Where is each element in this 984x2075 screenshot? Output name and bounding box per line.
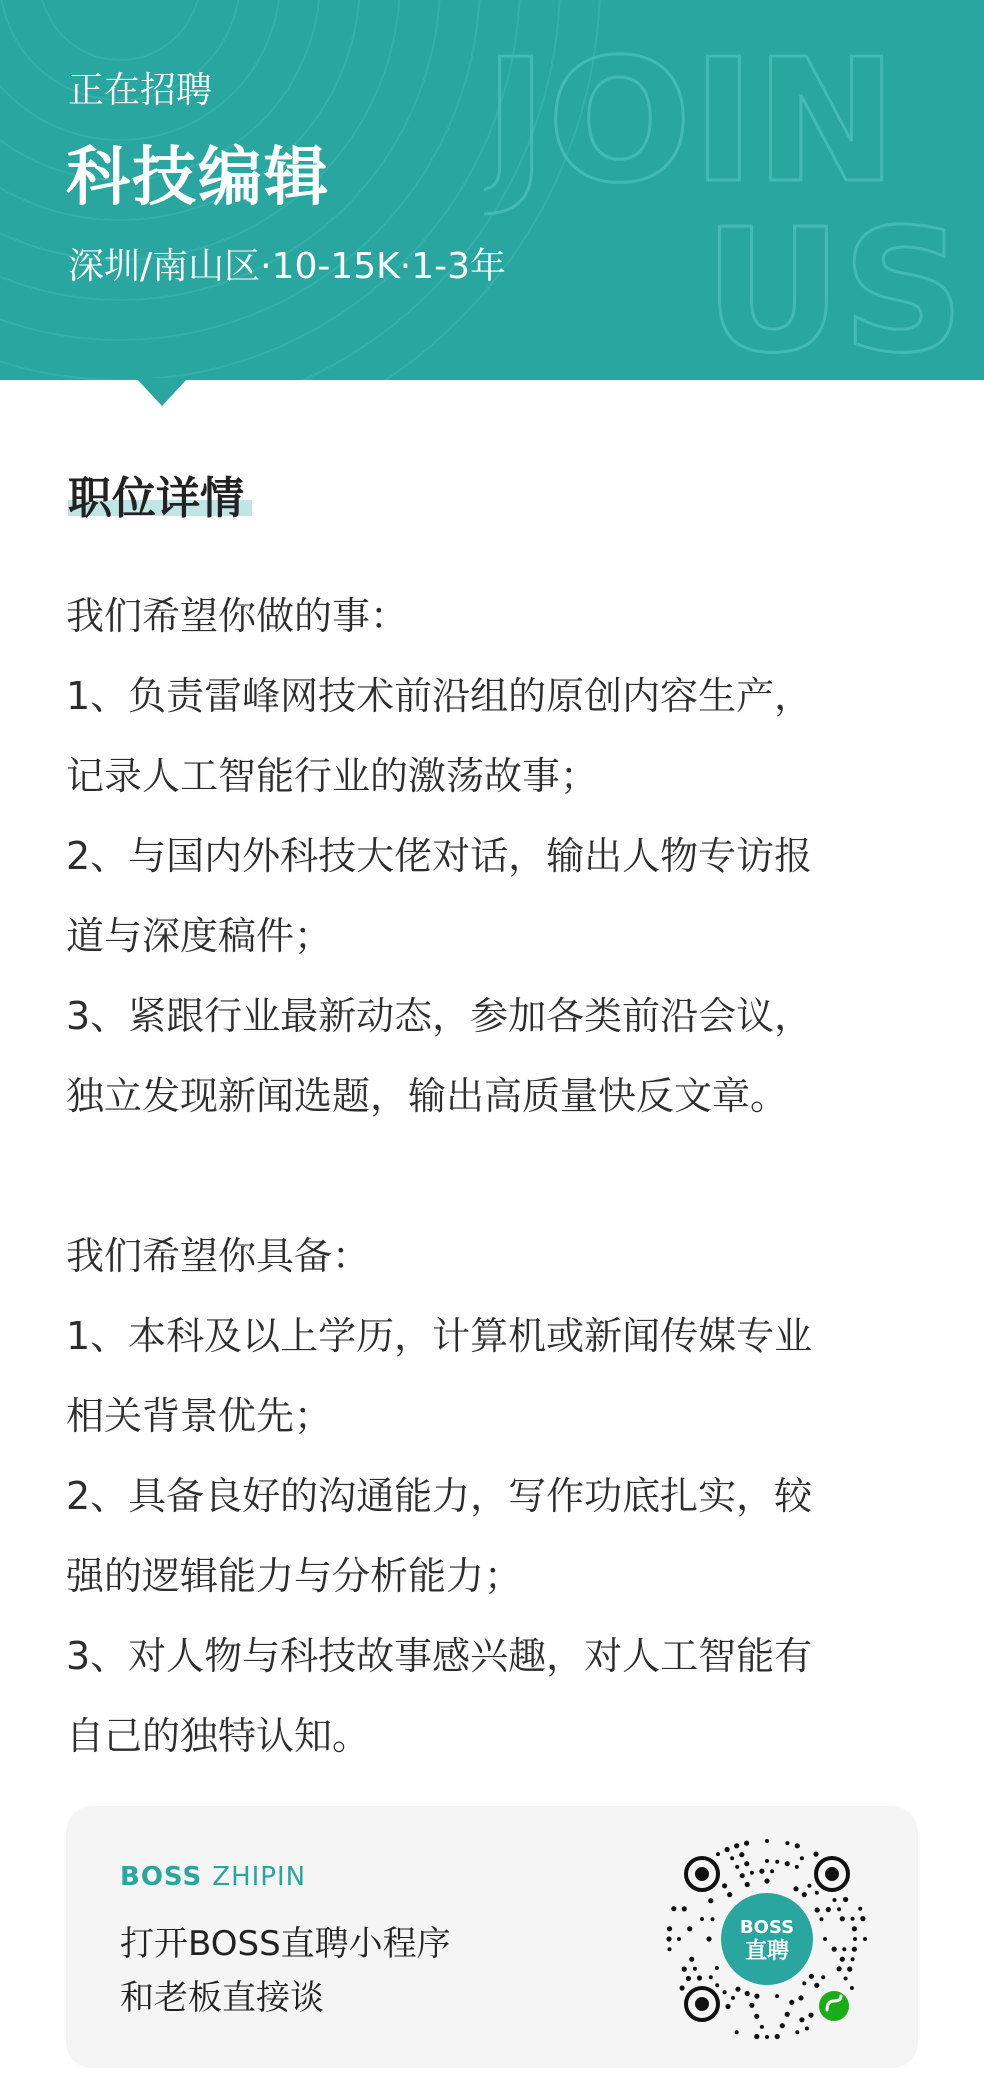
description-line: 道与深度稿件； — [66, 914, 333, 958]
qr-dot — [687, 1926, 692, 1931]
qr-dot — [833, 1898, 837, 1902]
qr-dot — [765, 1859, 769, 1863]
watermark-line1: JOIN — [484, 30, 898, 221]
qr-dot — [671, 1906, 676, 1911]
qr-dot — [739, 1852, 744, 1857]
qr-dot — [814, 1983, 819, 1988]
qr-dot — [780, 2023, 785, 2028]
qr-dot — [785, 2012, 790, 2017]
description-line: 记录人工智能行业的激荡故事； — [66, 754, 599, 798]
qr-dot — [813, 1852, 818, 1857]
qr-dot — [785, 1841, 789, 1845]
qr-dot — [793, 1886, 798, 1891]
qr-dot — [858, 1907, 862, 1911]
blank-line — [66, 1136, 926, 1216]
qr-dot — [795, 1865, 799, 1869]
qr-dot — [863, 1937, 867, 1941]
qr-dot — [808, 2013, 813, 2018]
qr-dot — [809, 1974, 814, 1979]
description-line: 3、紧跟行业最新动态，参加各类前沿会议， — [66, 994, 813, 1038]
qr-dot — [682, 1967, 687, 1972]
hiring-kicker: 正在招聘 — [68, 70, 213, 111]
description-line: 2、与国内外科技大佬对话，输出人物专访报 — [66, 834, 813, 878]
qr-dot — [785, 1861, 790, 1866]
qr-dot — [734, 1843, 739, 1848]
qr-dot — [723, 1990, 727, 1994]
qr-dot — [800, 1856, 804, 1860]
qr-dot — [750, 1871, 754, 1875]
qr-dot — [840, 1957, 845, 1962]
mini-program-icon — [819, 1991, 849, 2021]
qr-dot — [852, 1947, 857, 1952]
qr-badge-line2: 直聘 — [744, 1939, 790, 1964]
brand-logo — [120, 1862, 306, 1892]
qr-dot — [820, 1917, 824, 1921]
qr-dot — [708, 1898, 713, 1903]
qr-code-icon[interactable] — [662, 1834, 872, 2044]
qr-dot — [715, 1983, 719, 1987]
description-line: 1、本科及以上学历，计算机或新闻传媒专业 — [66, 1314, 813, 1358]
qr-dot — [807, 1884, 811, 1888]
qr-dot — [815, 1907, 820, 1912]
qr-dot — [805, 2027, 809, 2031]
qr-dot — [740, 1873, 745, 1878]
qr-dot — [682, 1906, 687, 1911]
qr-dot — [795, 1843, 800, 1848]
qr-dot — [744, 1841, 749, 1846]
qr-dot — [799, 2017, 804, 2022]
description-line: 我们希望你做的事： — [66, 594, 409, 638]
qr-dot — [844, 1977, 848, 1981]
qr-dot — [735, 2030, 739, 2034]
section-title-text: 职位详情 — [68, 473, 244, 524]
qr-dot — [775, 1994, 779, 1998]
header-pointer — [136, 378, 188, 406]
job-title: 科技编辑 — [66, 141, 330, 215]
qr-dot — [668, 1947, 672, 1951]
qr-dot — [775, 1860, 779, 1864]
qr-dot — [706, 1936, 711, 1941]
description-line: 相关背景优先； — [66, 1394, 333, 1438]
brand-thin: ZHIPIN — [212, 1862, 307, 1892]
qr-dot — [821, 1975, 825, 1979]
qr-dot — [754, 2014, 759, 2019]
qr-dot — [725, 2004, 730, 2009]
qr-dot — [754, 1994, 759, 1999]
description-line: 1、负责雷峰网技术前沿组的原创内容生产， — [66, 674, 813, 718]
description-line: 3、对人物与科技故事感兴趣，对人工智能有 — [66, 1634, 813, 1678]
qr-dot — [837, 1907, 841, 1911]
qr-dot — [722, 1883, 727, 1888]
qr-dot — [764, 1878, 769, 1883]
qr-dot — [731, 1996, 735, 2000]
qr-dot — [754, 2034, 759, 2039]
qr-dot — [765, 2035, 769, 2039]
join-us-watermark — [484, 30, 984, 360]
qr-dot — [815, 1891, 819, 1895]
qr-dot — [826, 1907, 831, 1912]
qr-dot — [709, 1975, 713, 1979]
qr-dot — [852, 1926, 857, 1931]
brand-bold: BOSS — [120, 1862, 203, 1892]
qr-dot — [760, 2025, 764, 2029]
description-line: 强的逻辑能力与分析能力； — [66, 1554, 523, 1598]
qr-dot — [795, 2030, 799, 2034]
qr-dot — [693, 1967, 697, 1971]
qr-dot — [711, 1917, 715, 1921]
qr-dot — [860, 1916, 865, 1921]
qr-dot — [823, 1937, 827, 1941]
qr-dot — [735, 1865, 739, 1869]
qr-dot — [686, 1976, 691, 1981]
qr-dot — [843, 1897, 848, 1902]
qr-dot — [716, 1852, 720, 1856]
qr-dot — [745, 1991, 750, 1996]
qr-dot — [715, 1966, 719, 1970]
section-title — [68, 462, 244, 526]
description-line: 2、具备良好的沟通能力，写作功底扎实，较 — [66, 1474, 813, 1518]
qr-dot — [798, 1995, 803, 2000]
qr-dot — [725, 1847, 730, 1852]
qr-dot — [832, 1947, 837, 1952]
qr-dot — [666, 1936, 671, 1941]
qr-dot — [745, 1882, 750, 1887]
qr-dot — [677, 1937, 681, 1941]
qr-dot — [744, 1861, 749, 1866]
qr-dot — [765, 1839, 769, 1843]
description-line: 我们希望你具备： — [66, 1234, 371, 1278]
description-line: 自己的独特认知。 — [66, 1714, 371, 1758]
qr-dot — [730, 1856, 734, 1860]
qr-dot — [853, 1937, 857, 1941]
qr-dot — [851, 1957, 855, 1961]
card-cta-line1: 打开BOSS直聘小程序 — [120, 1924, 451, 1964]
qr-dot — [789, 2000, 794, 2005]
qr-dot — [727, 1892, 732, 1897]
qr-dot — [802, 1892, 807, 1897]
qr-dot — [689, 1957, 694, 1962]
qr-dot — [775, 2034, 780, 2039]
qr-dot — [802, 1981, 806, 1985]
qr-dot — [847, 1967, 852, 1972]
watermark-line2: US — [704, 193, 965, 360]
qr-dot — [759, 1869, 764, 1874]
card-cta-line2: 和老板直接谈 — [120, 1978, 324, 2018]
qr-dot — [837, 1966, 842, 1971]
qr-dot — [735, 1987, 740, 1992]
qr-dot — [667, 1926, 672, 1931]
qr-dot — [840, 1916, 845, 1921]
job-description — [66, 576, 926, 1776]
qr-dot — [749, 2003, 754, 2008]
description-line: 独立发现新闻选题，输出高质量快反文章。 — [66, 1074, 789, 1118]
qr-dot — [842, 1947, 846, 1951]
header-banner — [0, 0, 984, 380]
qr-badge-line1: BOSS — [739, 1917, 795, 1938]
qr-dot — [770, 1869, 774, 1873]
qr-dot — [851, 1917, 855, 1921]
qr-dot — [700, 1917, 704, 1921]
qr-dot — [850, 1986, 854, 1990]
boss-zhipin-card[interactable] — [66, 1806, 918, 2068]
qr-dot — [697, 1975, 702, 1980]
job-meta: 深圳/南山区·10-15K·1-3年 — [68, 246, 507, 287]
qr-dot — [680, 1985, 685, 1990]
